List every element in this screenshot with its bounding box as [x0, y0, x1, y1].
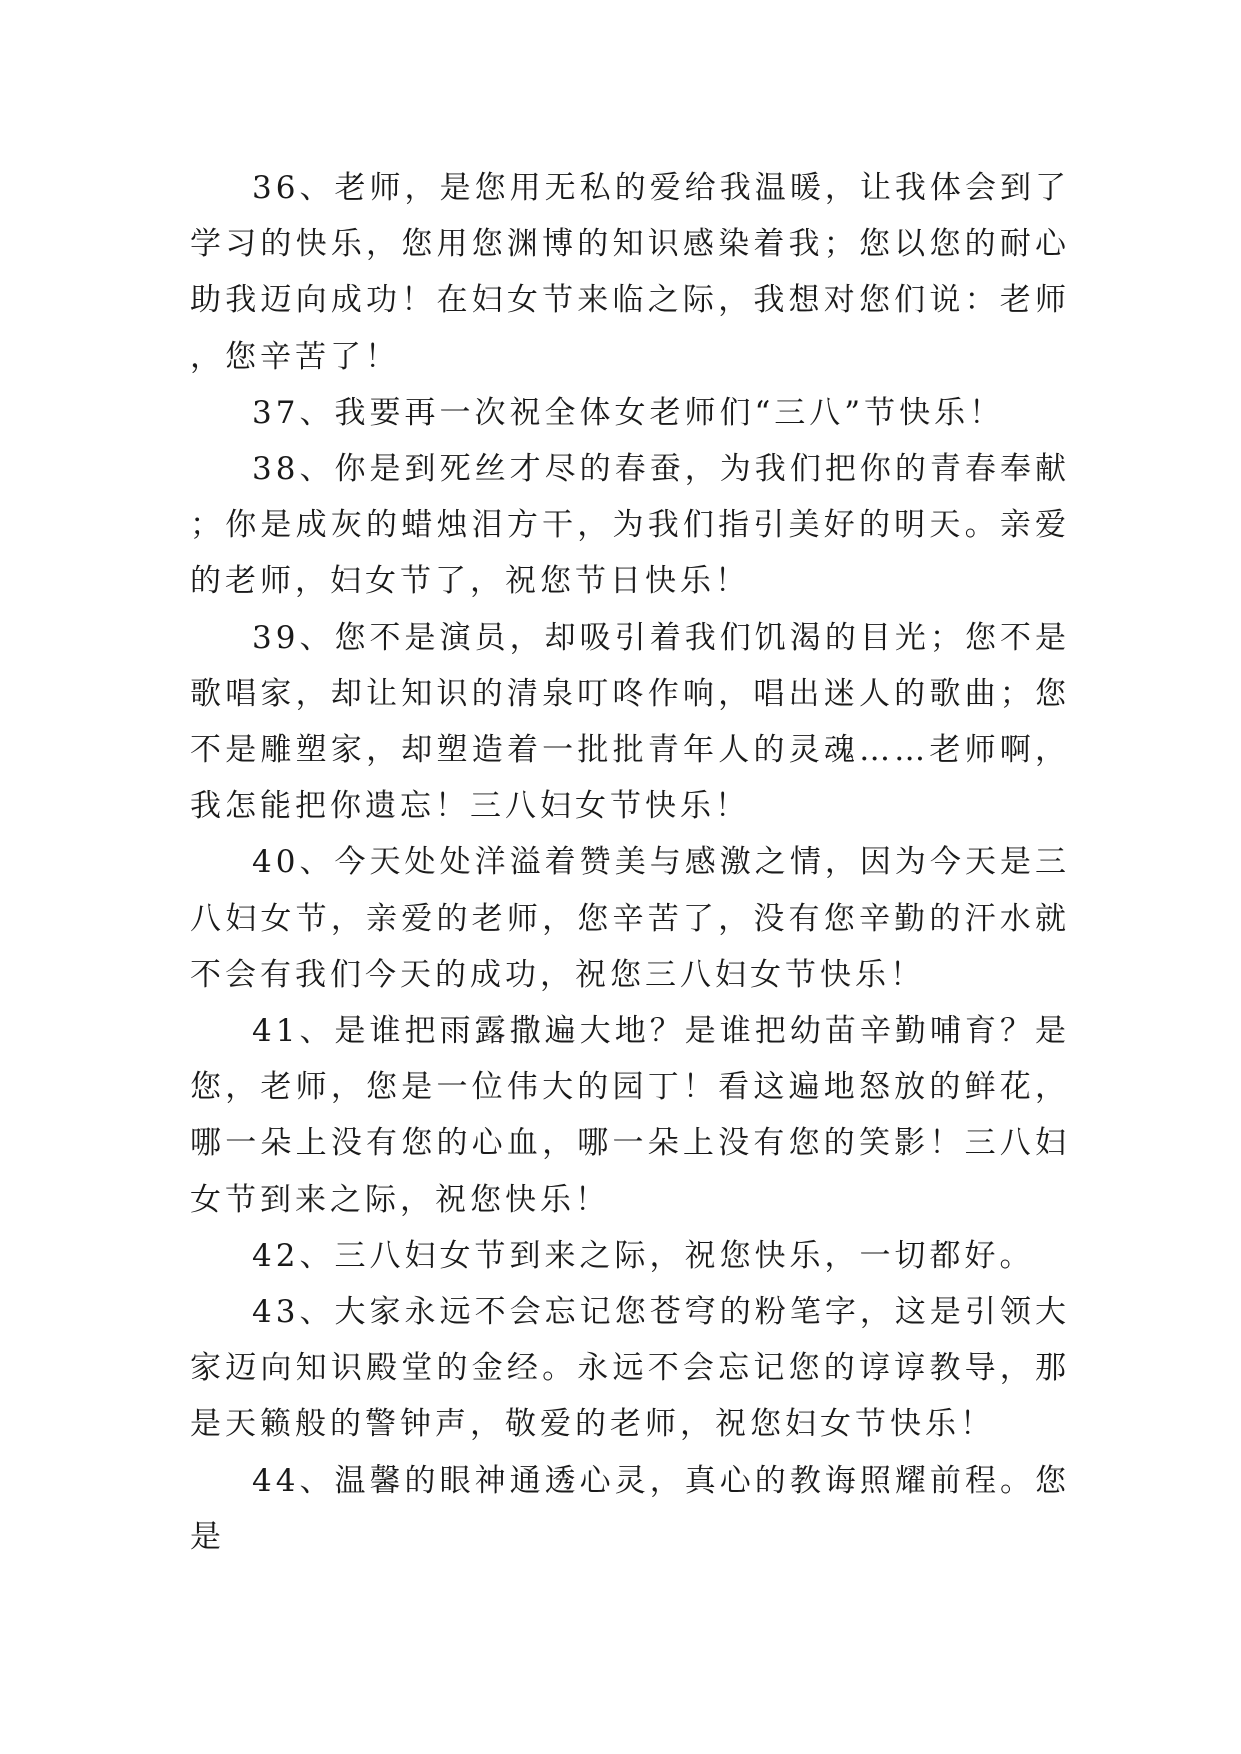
paragraph-44: 44、温馨的眼神通透心灵，真心的教诲照耀前程。您是 [190, 1462, 1070, 1555]
paragraph-39: 39、您不是演员，却吸引着我们饥渴的目光；您不是歌唱家，却让知识的清泉叮咚作响，唱出迷人的歌曲；您不是雕塑家，却塑造着一批批青年人的灵魂……老师啊，我怎能把你遗忘！三八妇女节快乐！ [190, 619, 1070, 825]
paragraph-41: 41、是谁把雨露撒遍大地？是谁把幼苗辛勤哺育？是您，老师，您是一位伟大的园丁！看这遍地怒放的鲜花，哪一朵上没有您的心血，哪一朵上没有您的笑影！三八妇女节到来之际，祝您快乐！ [190, 1013, 1070, 1218]
paragraph-40: 40、今天处处洋溢着赞美与感激之情，因为今天是三八妇女节，亲爱的老师，您辛苦了，没有您辛勤的汗水就不会有我们今天的成功，祝您三八妇女节快乐！ [190, 844, 1070, 993]
paragraph-42: 42、三八妇女节到来之际，祝您快乐，一切都好。 [252, 1237, 1035, 1274]
paragraph-36: 36、老师，是您用无私的爱给我温暖，让我体会到了学习的快乐，您用您渊博的知识感染着我；您以您的耐心助我迈向成功！在妇女节来临之际，我想对您们说：老师，您辛苦了！ [190, 170, 1070, 375]
document-body [190, 160, 1070, 1565]
paragraph-38: 38、你是到死丝才尽的春蚕，为我们把你的青春奉献；你是成灰的蜡烛泪方干，为我们指引美好的明天。亲爱的老师，妇女节了，祝您节日快乐！ [190, 451, 1070, 600]
paragraph-43: 43、大家永远不会忘记您苍穹的粉笔字，这是引领大家迈向知识殿堂的金经。永远不会忘记您的谆谆教导，那是天籁般的警钟声，敬爱的老师，祝您妇女节快乐！ [190, 1294, 1070, 1443]
paragraph-37: 37、我要再一次祝全体女老师们“三八”节快乐！ [252, 394, 1005, 431]
